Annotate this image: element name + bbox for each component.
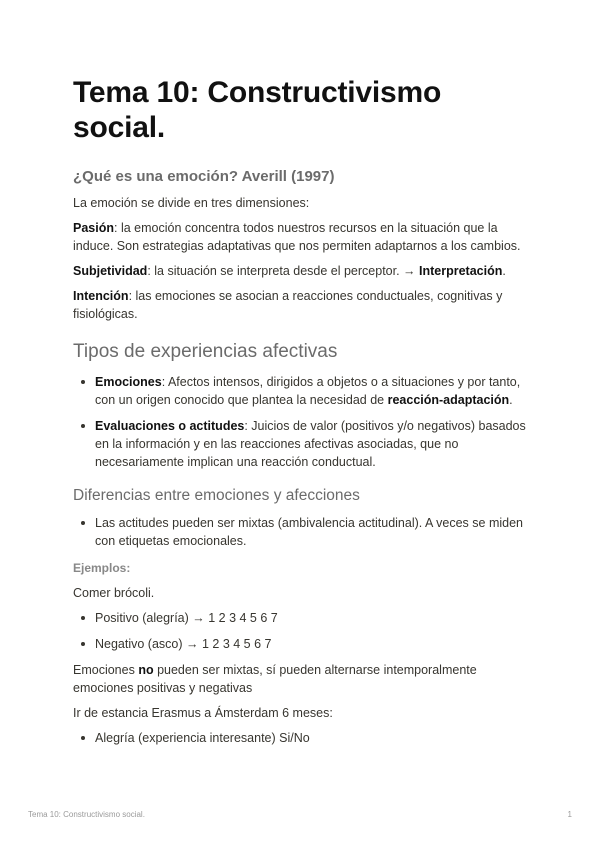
subjetividad-end: .: [502, 264, 506, 278]
diferencias-list: [73, 514, 528, 550]
subjetividad-term: Subjetividad: [73, 264, 148, 278]
intencion-text: : las emociones se asocian a reacciones conductuales, cognitivas y fisiológicas.: [73, 289, 503, 321]
list-item-negativo: Negativo (asco) → 1 2 3 4 5 6 7: [73, 635, 528, 653]
footer-title: Tema 10: Constructivismo social.: [28, 810, 145, 819]
page-title: Tema 10: Constructivismo social.: [73, 76, 442, 144]
list-item-alegria: Alegría (experiencia interesante) Si/No: [73, 729, 528, 747]
intencion-term: Intención: [73, 289, 129, 303]
intro-paragraph: La emoción se divide en tres dimensiones:: [73, 196, 310, 210]
reaccion-adaptacion-term: reacción-adaptación: [387, 393, 510, 407]
emociones-mixtas-paragraph: [73, 661, 528, 697]
evaluaciones-term: Evaluaciones o actitudes: [95, 419, 245, 433]
no-term: no: [138, 663, 154, 677]
escala-list: [73, 609, 528, 653]
emociones-end: .: [509, 393, 513, 407]
intencion-paragraph: [73, 287, 528, 323]
document-content: [73, 75, 528, 747]
comer-brocoli-paragraph: Comer brócoli.: [73, 586, 155, 600]
erasmus-paragraph: Ir de estancia Erasmus a Ámsterdam 6 meses:: [73, 706, 333, 720]
section-heading-diferencias: Diferencias entre emociones y afecciones: [73, 487, 360, 504]
tipos-list: [73, 373, 528, 471]
subjetividad-text: : la situación se interpreta desde el perceptor. →: [147, 264, 420, 278]
emociones-term: Emociones: [95, 375, 162, 389]
subjetividad-paragraph: [73, 262, 528, 280]
section-heading-emocion: ¿Qué es una emoción? Averill (1997): [73, 168, 335, 185]
page-number: 1: [567, 810, 572, 819]
ejemplos-heading: Ejemplos:: [73, 561, 131, 575]
list-item-actitudes: Las actitudes pueden ser mixtas (ambivalencia actitudinal). A veces se miden con etiquetas emocionales.: [73, 514, 528, 550]
pasion-paragraph: [73, 219, 528, 255]
pasion-text: : la emoción concentra todos nuestros recursos en la situación que la induce. Son estrategias adaptativas que nos permiten adaptarnos a los cambios.: [73, 221, 521, 253]
evaluaciones-text: : Juicios de valor (positivos y/o negativos) basados en la información y en las reacciones afectivas asociadas, que no necesariamente implican una reacción conductual.: [95, 419, 526, 469]
section-heading-tipos: Tipos de experiencias afectivas: [73, 341, 338, 362]
emociones-text: : Afectos intensos, dirigidos a objetos o a situaciones y por tanto, con un origen conocido que plantea la necesidad de: [95, 375, 521, 407]
emociones-mixtas-b: pueden ser mixtas, sí pueden alternarse intemporalmente emociones positivas y negativas: [73, 663, 477, 695]
emociones-mixtas-a: Emociones: [73, 663, 139, 677]
erasmus-list: [73, 729, 528, 747]
interpretacion-term: Interpretación: [419, 264, 503, 278]
list-item-evaluaciones: [73, 417, 528, 471]
list-item-emociones: [73, 373, 528, 409]
pasion-term: Pasión: [73, 221, 114, 235]
list-item-positivo: Positivo (alegría) → 1 2 3 4 5 6 7: [73, 609, 528, 627]
